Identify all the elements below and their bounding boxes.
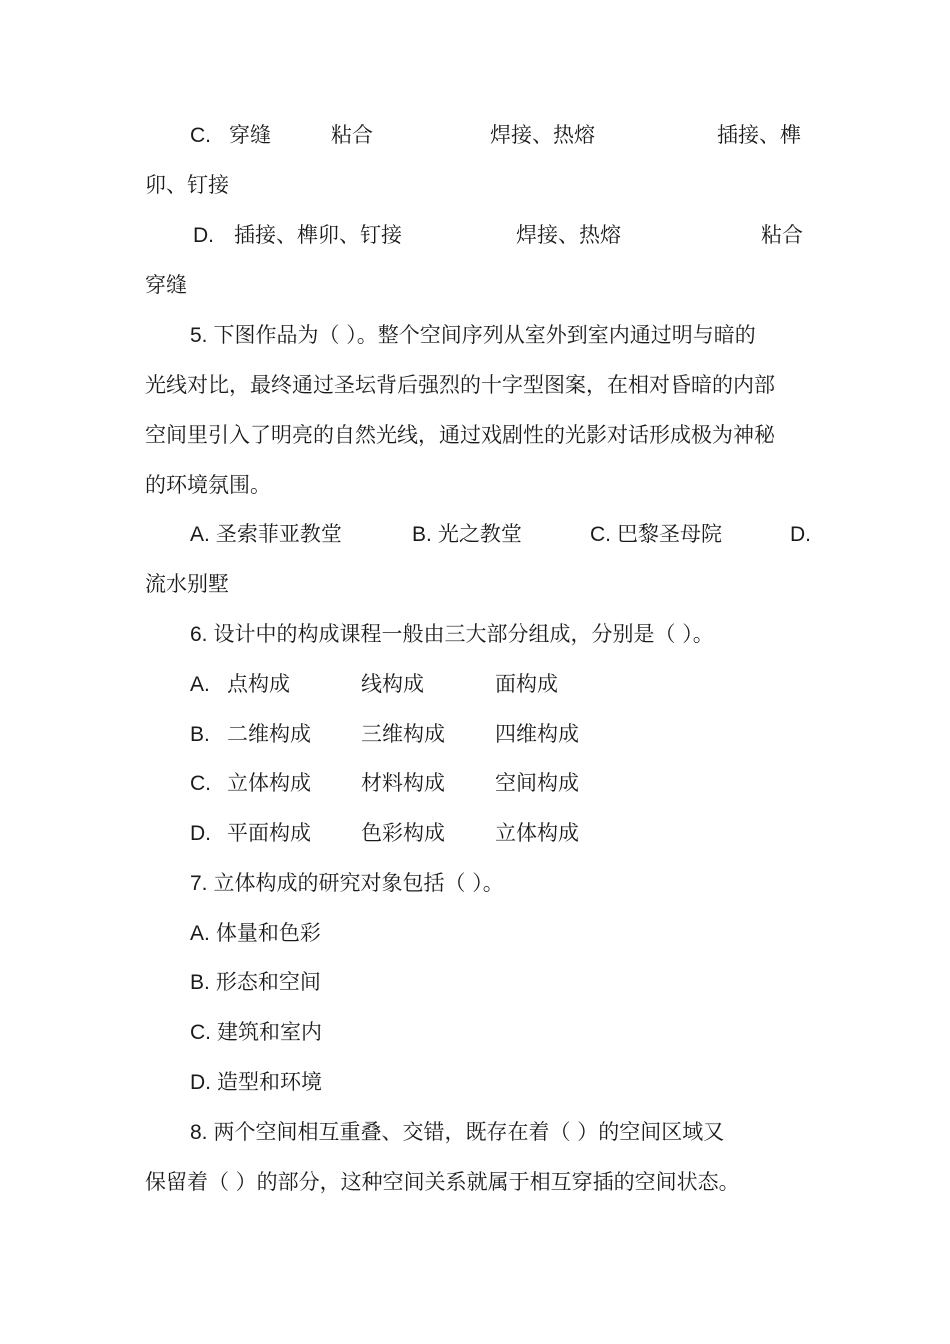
q7-stem (190, 869, 504, 898)
q7-option-d (190, 1068, 322, 1097)
option-label: B. (190, 971, 210, 994)
q5-option-a (190, 520, 342, 549)
q5-stem-line4: 的环境氛围。 (145, 473, 271, 497)
q6-option-a-col2: 线构成 (361, 672, 424, 696)
q4-option-d (193, 221, 220, 250)
option-text: 体量和色彩 (215, 921, 321, 945)
q5-option-c (590, 520, 722, 549)
q6-option-a-label (190, 670, 216, 699)
option-label: A. (190, 523, 210, 546)
option-label: B. (190, 723, 210, 746)
q4-option-c (190, 121, 217, 150)
q6-option-c-col3: 空间构成 (495, 771, 579, 795)
q6-option-c-label (190, 769, 217, 798)
q6-option-c-col2: 材料构成 (361, 771, 445, 795)
q5-option-d-wrap: 流水别墅 (145, 572, 229, 596)
option-label: A. (190, 673, 210, 696)
q6-option-d-label (190, 819, 217, 848)
option-text: 光之教堂 (437, 522, 522, 546)
q6-option-a-col3: 面构成 (495, 672, 558, 696)
question-number: 6. (190, 623, 208, 646)
q4-option-d-col2: 焊接、热熔 (516, 223, 621, 247)
option-label: C. (190, 772, 211, 795)
question-number: 8. (190, 1121, 208, 1144)
q4-option-c-col1: 穿缝 (229, 123, 271, 147)
q7-stem-text: 立体构成的研究对象包括（ ）。 (213, 871, 504, 895)
question-number: 5. (190, 324, 208, 347)
q5-option-d (790, 520, 817, 549)
option-label: D. (190, 822, 211, 845)
q6-option-b-col3: 四维构成 (495, 722, 579, 746)
option-label: D. (790, 523, 811, 546)
q4-option-d-wrap: 穿缝 (145, 273, 187, 297)
q6-stem-text: 设计中的构成课程一般由三大部分组成，分别是（ ）。 (213, 622, 714, 646)
q8-stem-text: 两个空间相互重叠、交错，既存在着（ ）的空间区域又 (213, 1120, 725, 1144)
q8-stem-line2: 保留着（ ）的部分，这种空间关系就属于相互穿插的空间状态。 (145, 1170, 740, 1194)
option-text: 建筑和室内 (217, 1020, 322, 1044)
q6-option-d-col2: 色彩构成 (361, 821, 445, 845)
q7-option-c (190, 1018, 322, 1047)
option-label: C. (590, 523, 611, 546)
option-label: A. (190, 922, 210, 945)
option-text: 造型和环境 (217, 1070, 322, 1094)
option-label: B. (412, 523, 432, 546)
q6-option-c-col1: 立体构成 (227, 771, 311, 795)
q8-stem-line1 (190, 1118, 724, 1147)
q4-option-c-wrap: 卯、钉接 (145, 173, 229, 197)
q4-option-c-col2: 粘合 (331, 123, 373, 147)
option-text: 形态和空间 (215, 970, 321, 994)
q4-option-c-col4: 插接、榫 (717, 123, 801, 147)
q7-option-b (190, 968, 321, 997)
q4-option-d-col1: 插接、榫卯、钉接 (234, 223, 402, 247)
q6-option-b-col2: 三维构成 (361, 722, 445, 746)
q5-stem-text: 下图作品为（ ）。整个空间序列从室外到室内通过明与暗的 (213, 323, 756, 347)
q5-option-b (412, 520, 522, 549)
q5-stem-line1 (190, 321, 756, 350)
option-label: C. (190, 124, 211, 147)
q6-option-a-col1: 点构成 (227, 672, 290, 696)
option-label: D. (193, 224, 214, 247)
option-label: D. (190, 1071, 211, 1094)
q6-option-b-col1: 二维构成 (227, 722, 311, 746)
question-number: 7. (190, 872, 208, 895)
option-label: C. (190, 1021, 211, 1044)
q4-option-d-col3: 粘合 (761, 223, 803, 247)
q5-stem-line2: 光线对比，最终通过圣坛背后强烈的十字型图案，在相对昏暗的内部 (145, 373, 775, 397)
q7-option-a (190, 919, 321, 948)
q6-stem (190, 620, 714, 649)
q4-option-c-col3: 焊接、热熔 (490, 123, 595, 147)
q6-option-b-label (190, 720, 216, 749)
option-text: 巴黎圣母院 (617, 522, 722, 546)
q6-option-d-col1: 平面构成 (227, 821, 311, 845)
option-text: 圣索菲亚教堂 (215, 522, 342, 546)
q6-option-d-col3: 立体构成 (495, 821, 579, 845)
q5-stem-line3: 空间里引入了明亮的自然光线，通过戏剧性的光影对话形成极为神秘 (145, 423, 775, 447)
